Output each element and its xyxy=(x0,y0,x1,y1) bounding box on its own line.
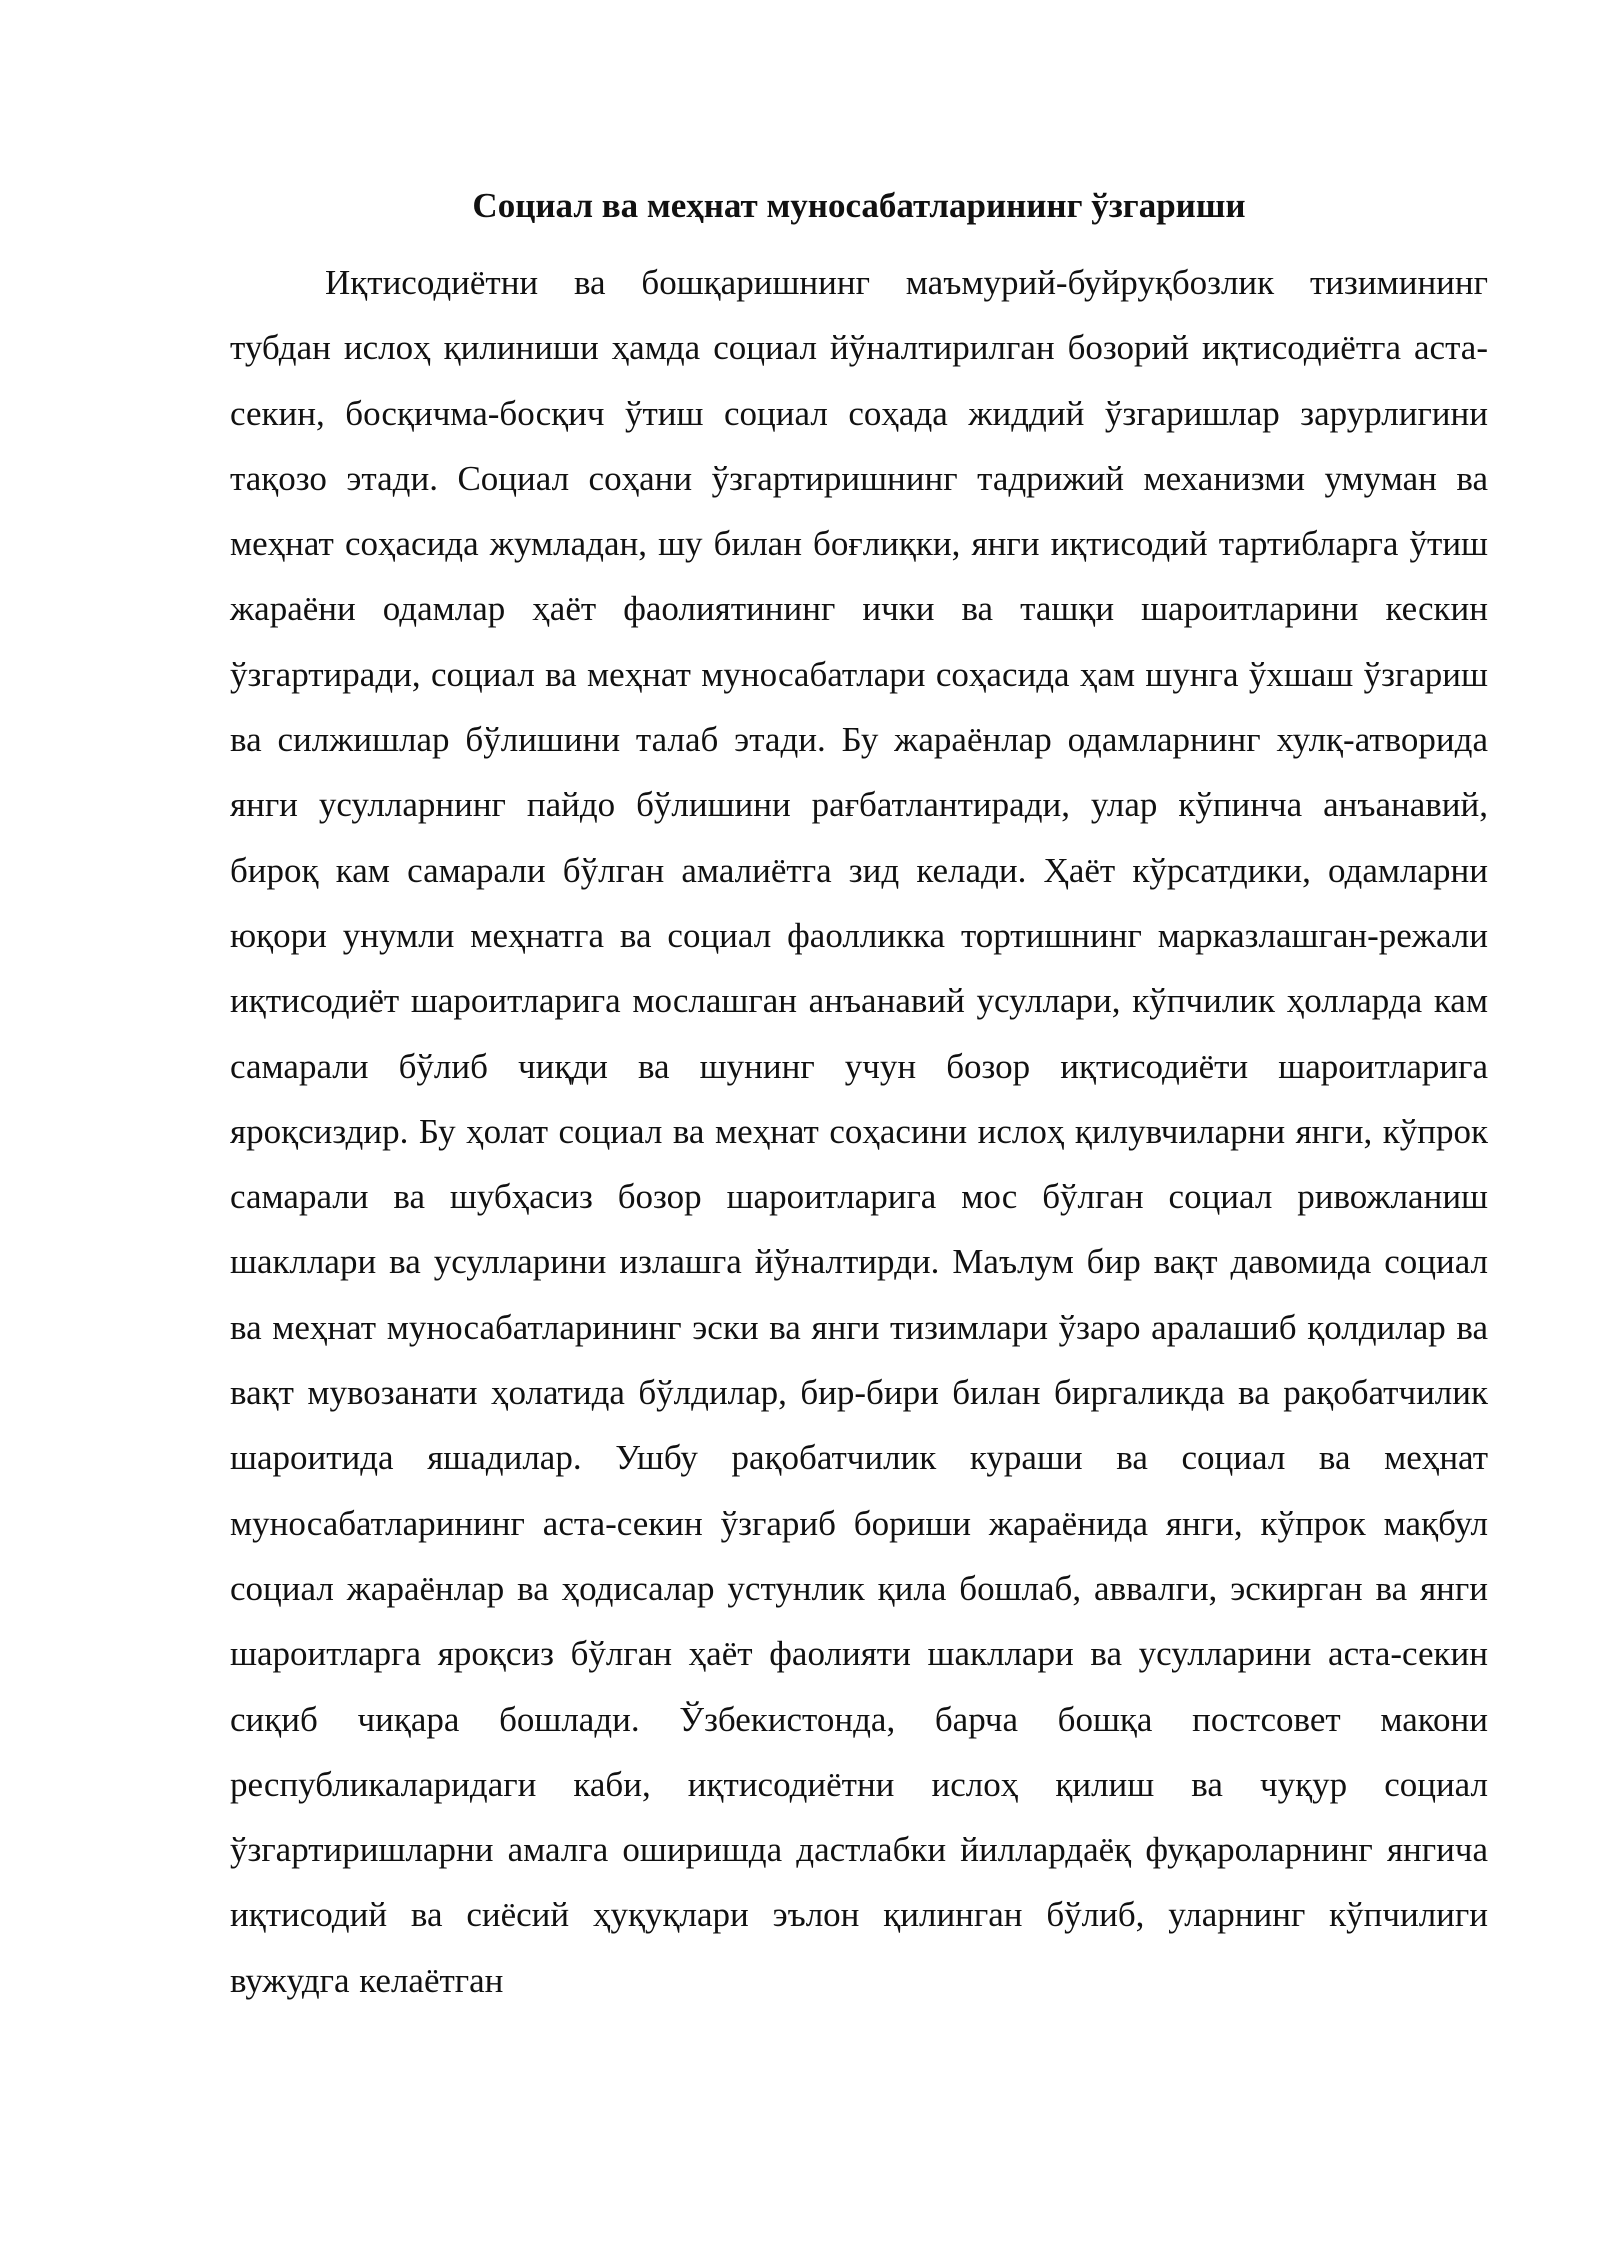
document-body-paragraph: Иқтисодиётни ва бошқаришнинг маъмурий-буйруқбозлик тизимининг тубдан ислоҳ қилиниши ҳамда социал йўналтирилган бозорий иқтисодиётга аста-секин, босқичма-босқич ўтиш социал соҳада жиддий ўзгаришлар зарурлигини тақозо этади. Социал соҳани ўзгартиришнинг тадрижий механизми умуман ва меҳнат соҳасида жумладан, шу билан боғлиқки, янги иқтисодий тартибларга ўтиш жараёни одамлар ҳаёт фаолиятининг ички ва ташқи шароитларини кескин ўзгартиради, социал ва меҳнат муносабатлари соҳасида ҳам шунга ўхшаш ўзгариш ва силжишлар бўлишини талаб этади. Бу жараёнлар одамларнинг хулқ-атворида янги усулларнинг пайдо бўлишини рағбатлантиради, улар кўпинча анъанавий, бироқ кам самарали бўлган амалиётга зид келади. Ҳаёт кўрсатдики, одамларни юқори унумли меҳнатга ва социал фаолликка тортишнинг марказлашган-режали иқтисодиёт шароитларига мослашган анъанавий усуллари, кўпчилик ҳолларда кам самарали бўлиб чиқди ва шунинг учун бозор иқтисодиёти шароитларига яроқсиздир. Бу ҳолат социал ва меҳнат соҳасини ислоҳ қилувчиларни янги, кўпрок самарали ва шубҳасиз бозор шароитларига мос бўлган социал ривожланиш шакллари ва усулларини излашга йўналтирди. Маълум бир вақт давомида социал ва меҳнат муносабатларининг эски ва янги тизимлари ўзаро аралашиб қолдилар ва вақт мувозанати ҳолатида бўлдилар, бир-бири билан биргаликда ва рақобатчилик шароитида яшадилар. Ушбу рақобатчилик кураши ва социал ва меҳнат муносабатларининг аста-секин ўзгариб бориши жараёнида янги, кўпрок мақбул социал жараёнлар ва ҳодисалар устунлик қила бошлаб, аввалги, эскирган ва янги шароитларга яроқсиз бўлган ҳаёт фаолияти шакллари ва усулларини аста-секин сиқиб чиқара бошлади. Ўзбекистонда, барча бошқа постсовет макони республикаларидаги каби, иқтисодиётни ислоҳ қилиш ва чуқур социал ўзгартиришларни амалга оширишда дастлабки йиллардаёқ фуқароларнинг янгича иқтисодий ва сиёсий ҳуқуқлари эълон қилинган бўлиб, уларнинг кўпчилиги вужудга келаётган xyxy=(230,263,1488,2000)
document-title: Социал ва меҳнат муносабатларининг ўзгариши xyxy=(472,186,1246,225)
